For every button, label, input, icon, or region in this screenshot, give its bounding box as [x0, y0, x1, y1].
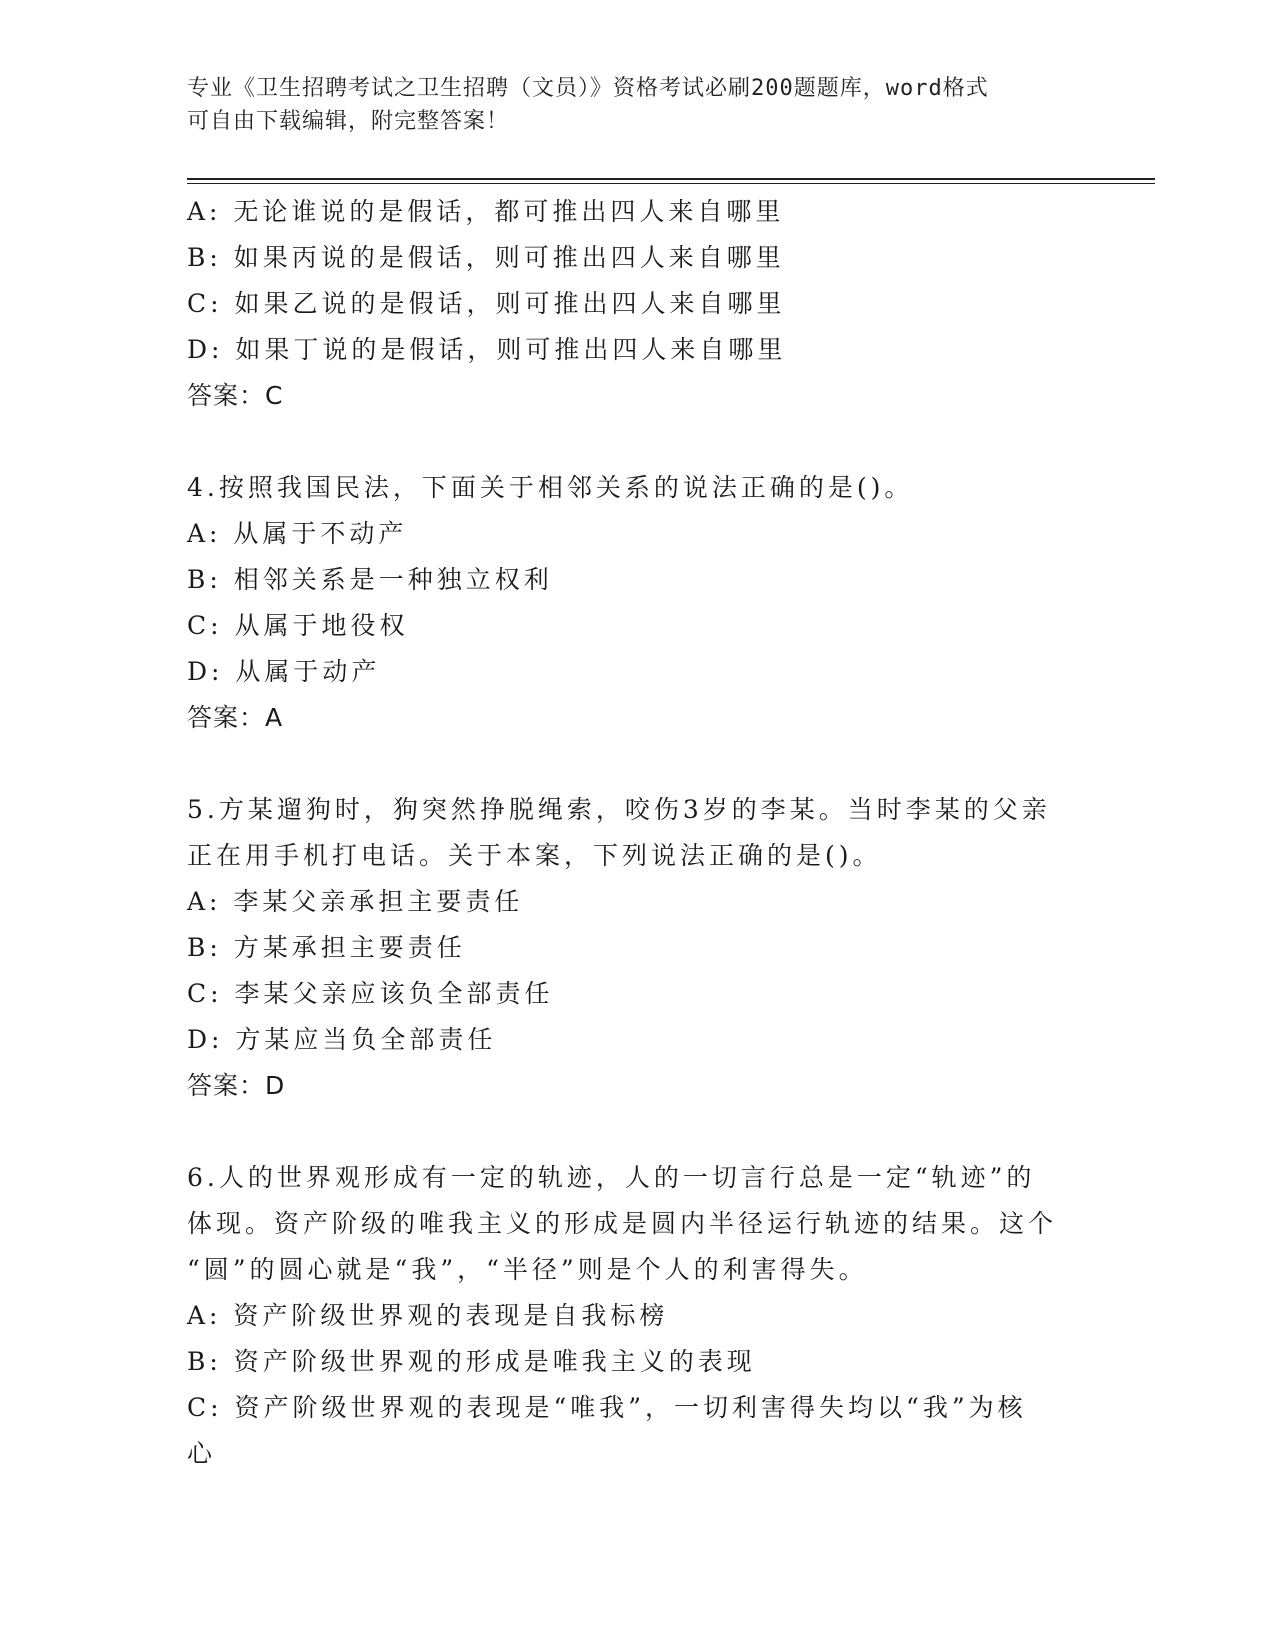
header-line-1: 专业《卫生招聘考试之卫生招聘（文员）》资格考试必刷200题题库，word格式 [187, 76, 989, 101]
q4-option-c: C: 从属于地役权 [187, 611, 409, 640]
q3-answer: 答案：C [187, 381, 284, 410]
question-6 [187, 1155, 1087, 1477]
q4-question-text: 4.按照我国民法，下面关于相邻关系的说法正确的是()。 [187, 473, 914, 502]
question-content [187, 189, 1087, 1477]
question-4 [187, 465, 1087, 741]
q6-option-c-line-2: 心 [187, 1439, 217, 1468]
q5-question-line-2: 正在用手机打电话。关于本案，下列说法正确的是()。 [187, 841, 882, 870]
q5-question-line-1: 5.方某遛狗时，狗突然挣脱绳索，咬伤3岁的李某。当时李某的父亲 [187, 795, 1051, 824]
q3-option-a: A: 无论谁说的是假话，都可推出四人来自哪里 [187, 197, 785, 226]
q3-option-c: C: 如果乙说的是假话，则可推出四人来自哪里 [187, 289, 786, 318]
q3-option-b: B: 如果丙说的是假话，则可推出四人来自哪里 [187, 243, 785, 272]
q5-option-a: A: 李某父亲承担主要责任 [187, 887, 524, 916]
q5-answer: 答案：D [187, 1071, 286, 1100]
q3-option-d: D: 如果丁说的是假话，则可推出四人来自哪里 [187, 335, 787, 364]
header-rule-thin [187, 183, 1155, 184]
spacer [187, 1109, 1087, 1155]
q5-option-b: B: 方某承担主要责任 [187, 933, 466, 962]
q5-option-d: D: 方某应当负全部责任 [187, 1025, 497, 1054]
q4-option-a: A: 从属于不动产 [187, 519, 408, 548]
q5-option-c: C: 李某父亲应该负全部责任 [187, 979, 554, 1008]
document-header [187, 72, 1067, 138]
question-5 [187, 787, 1087, 1109]
q6-option-a: A: 资产阶级世界观的表现是自我标榜 [187, 1301, 669, 1330]
q6-option-c-line-1: C: 资产阶级世界观的表现是“唯我”，一切利害得失均以“我”为核 [187, 1393, 1027, 1422]
spacer [187, 419, 1087, 465]
q4-option-d: D: 从属于动产 [187, 657, 381, 686]
header-rule-thick [187, 178, 1155, 180]
spacer [187, 741, 1087, 787]
q6-option-b: B: 资产阶级世界观的形成是唯我主义的表现 [187, 1347, 756, 1376]
q6-question-line-1: 6.人的世界观形成有一定的轨迹，人的一切言行总是一定“轨迹”的 [187, 1163, 1036, 1192]
q4-option-b: B: 相邻关系是一种独立权利 [187, 565, 553, 594]
header-line-2: 可自由下载编辑，附完整答案！ [187, 109, 510, 134]
q6-question-line-3: “圆”的圆心就是“我”，“半径”则是个人的利害得失。 [187, 1255, 868, 1284]
q6-question-line-2: 体现。资产阶级的唯我主义的形成是圆内半径运行轨迹的结果。这个 [187, 1209, 1058, 1238]
q4-answer: 答案：A [187, 703, 284, 732]
question-3-options [187, 189, 1087, 419]
